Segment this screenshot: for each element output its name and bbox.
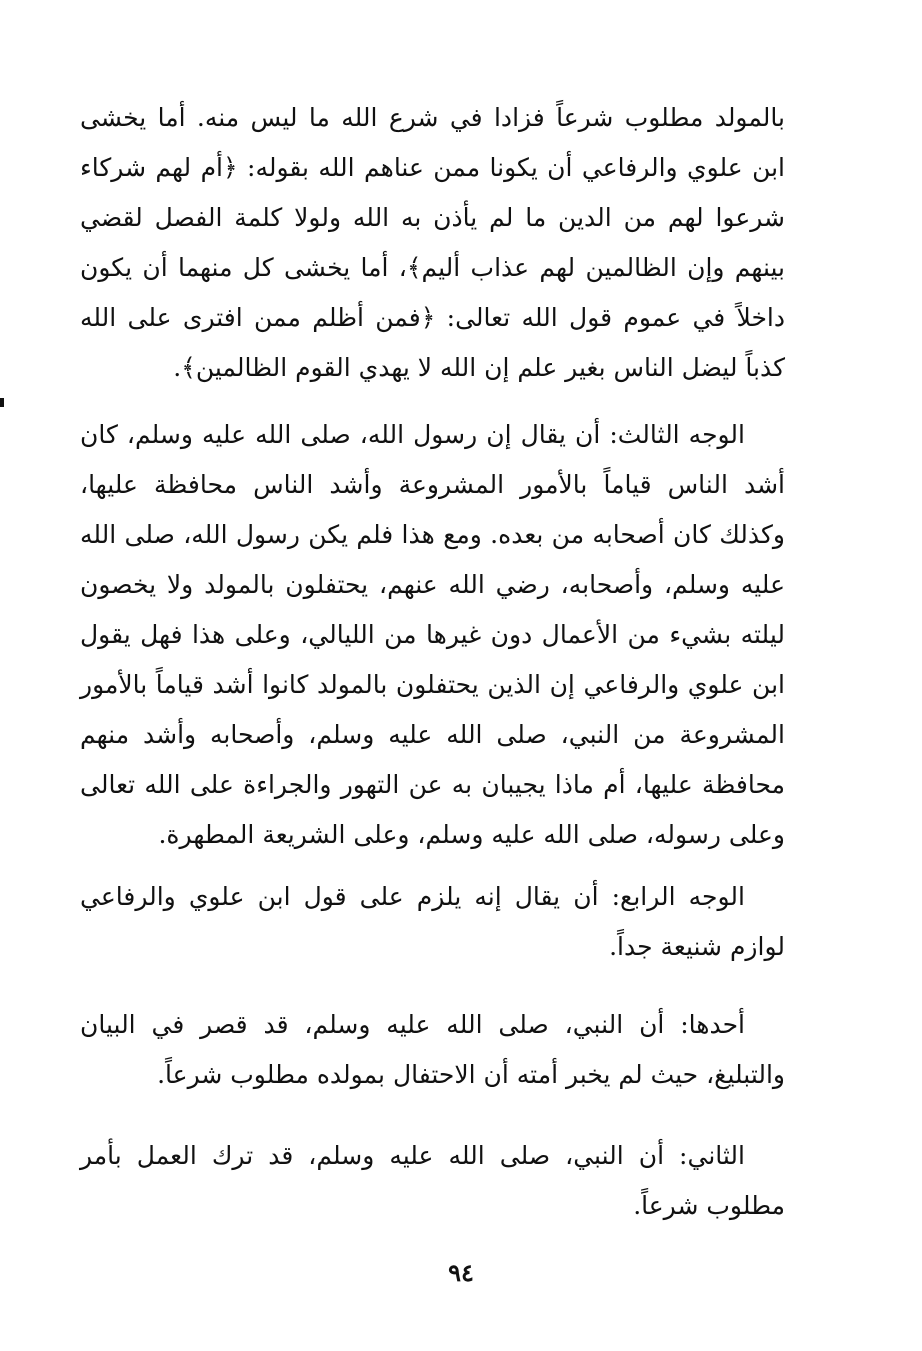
paragraph-4: أحدها: أن النبي، صلى الله عليه وسلم، قد قصر في البيان والتبليغ، حيث لم يخبر أمته أن الاحتفال بمولده مطلوب شرعاً. — [80, 1010, 785, 1089]
paragraph-3: الوجه الرابع: أن يقال إنه يلزم على قول ابن علوي والرفاعي لوازم شنيعة جداً. — [80, 882, 785, 961]
paragraph-1-block — [80, 93, 785, 393]
paragraph-3-block — [80, 872, 785, 972]
paragraph-1: بالمولد مطلوب شرعاً فزادا في شرع الله ما ليس منه. أما يخشى ابن علوي والرفاعي أن يكونا ممن عناهم الله بقوله: ﴿أم لهم شركاء شرعوا لهم من الدين ما لم يأذن به الله ولولا كلمة الفصل لقضي بينهم وإن الظالمين لهم عذاب أليم﴾، أما يخشى كل منهما أن يكون داخلاً في عموم قول الله تعالى: ﴿فمن أظلم ممن افترى على الله كذباً ليضل الناس بغير علم إن الله لا يهدي القوم الظالمين﴾. — [80, 103, 785, 382]
margin-mark — [0, 398, 4, 407]
paragraph-5: الثاني: أن النبي، صلى الله عليه وسلم، قد ترك العمل بأمر مطلوب شرعاً. — [80, 1141, 785, 1220]
page-number: ٩٤ — [448, 1258, 474, 1287]
paragraph-5-block — [80, 1131, 785, 1231]
paragraph-4-block — [80, 1000, 785, 1100]
paragraph-2: الوجه الثالث: أن يقال إن رسول الله، صلى الله عليه وسلم، كان أشد الناس قياماً بالأمور المشروعة وأشد الناس محافظة عليها، وكذلك كان أصحابه من بعده. ومع هذا فلم يكن رسول الله، صلى الله عليه وسلم، وأصحابه، رضي الله عنهم، يحتفلون بالمولد ولا يخصون ليلته بشيء من الأعمال دون غيرها من الليالي، وعلى هذا فهل يقول ابن علوي والرفاعي إن الذين يحتفلون بالمولد كانوا أشد قياماً بالأمور المشروعة من النبي، صلى الله عليه وسلم، وأصحابه وأشد منهم محافظة عليها، أم ماذا يجيبان به عن التهور والجراءة على الله تعالى وعلى رسوله، صلى الله عليه وسلم، وعلى الشريعة المطهرة. — [80, 420, 785, 849]
paragraph-2-block — [80, 410, 785, 860]
